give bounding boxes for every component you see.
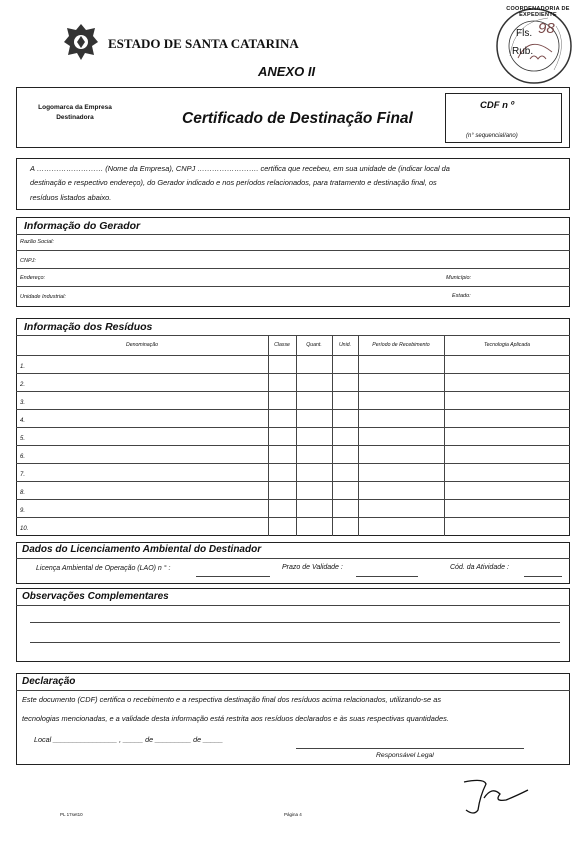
observacoes-title: Observações Complementares (22, 591, 169, 602)
declaracao-line2: tecnologias mencionadas, e a validade desta informação está restrita aos resíduos declarados e às suas respectivas quantidades. (22, 714, 449, 723)
razao-social-label: Razão Social: (20, 239, 54, 245)
cod-atividade-label: Cód. da Atividade : (450, 564, 509, 571)
residuos-row-number: 10. (20, 526, 29, 532)
residuos-row-number: 8. (20, 490, 26, 496)
cnpj-label: CNPJ: (20, 258, 36, 264)
footer-page: Página 4 (284, 812, 302, 817)
declaracao-title: Declaração (22, 676, 76, 687)
residuos-row-number: 6. (20, 454, 26, 460)
stamp-ring-text: COORDENADORIA DE EXPEDIENTE (506, 6, 570, 18)
coordination-stamp (490, 4, 578, 84)
declaracao-line1: Este documento (CDF) certifica o recebimento e a respectiva destinação final dos resíduos acima relacionados, utilizando-se as (22, 695, 442, 704)
intro-line2: destinação e respectivo endereço), do Gerador indicado e nos períodos relacionados, para tratamento e destinação final, os (30, 178, 437, 187)
stamp-fls-value: 98 (538, 20, 555, 37)
unidade-label: Unidade Industrial: (20, 294, 66, 300)
municipio-label: Município: (446, 275, 472, 281)
cdf-label: CDF n º (480, 100, 515, 111)
local-date-line: Local ________________ , _____ de _________ de _____ (34, 735, 224, 744)
certificate-title: Certificado de Destinação Final (182, 110, 413, 127)
gerador-title: Informação do Gerador (24, 220, 141, 232)
footer-ref: PL 17set10 (60, 812, 83, 817)
residuos-row-number: 2. (20, 382, 26, 388)
estado-label: Estado: (452, 293, 471, 299)
residuos-col-header: Tecnologia Aplicada (483, 342, 531, 348)
residuos-col-header: Unid. (338, 342, 352, 348)
signature (454, 776, 534, 818)
lao-label: Licença Ambiental de Operação (LAO) n ° : (36, 565, 171, 572)
state-name: ESTADO DE SANTA CATARINA (108, 36, 299, 51)
endereco-label: Endereço: (20, 275, 46, 281)
residuos-row-number: 7. (20, 472, 26, 478)
licenciamento-title: Dados do Licenciamento Ambiental do Destinador (22, 544, 262, 555)
residuos-col-header: Classe (274, 342, 290, 348)
coat-of-arms-icon (62, 22, 100, 62)
residuos-row-number: 3. (20, 400, 26, 406)
responsavel-label: Responsável Legal (376, 752, 434, 759)
stamp-fls: Fls. (516, 28, 533, 39)
annex-title: ANEXO II (258, 64, 316, 79)
intro-line3: resíduos listados abaixo. (30, 193, 112, 202)
residuos-row-number: 5. (20, 436, 26, 442)
logo-label-line2: Destinadora (56, 114, 94, 121)
logo-label-line1: Logomarca da Empresa (38, 104, 112, 111)
residuos-title: Informação dos Resíduos (24, 321, 153, 333)
cdf-sub: (n° sequencial/ano) (466, 133, 518, 139)
residuos-col-header: Período de Recebimento (372, 342, 430, 348)
prazo-label: Prazo de Validade : (282, 564, 343, 571)
residuos-col-header: Quant. (306, 342, 322, 348)
residuos-row-number: 1. (20, 364, 26, 370)
residuos-row-number: 9. (20, 508, 26, 514)
residuos-row-number: 4. (20, 418, 26, 424)
intro-line1: A ……………………… (Nome da Empresa), CNPJ ……………………. certifica que recebeu, em sua unidade de (indicar local da (30, 164, 450, 173)
residuos-col-header: Denominação (125, 342, 158, 348)
stamp-rub: Rub. (512, 46, 534, 57)
